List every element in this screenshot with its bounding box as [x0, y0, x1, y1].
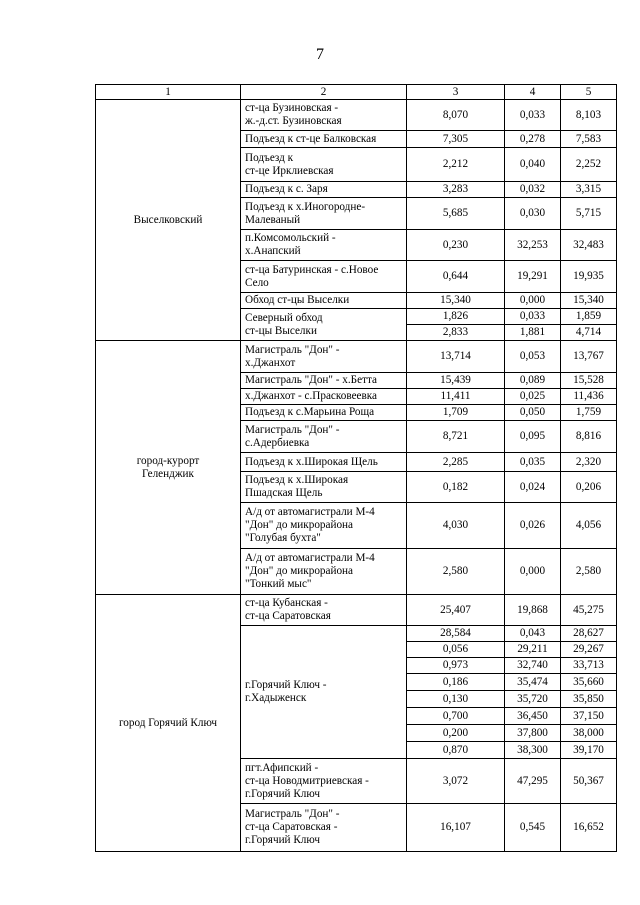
value-cell-col3: 0,644	[407, 261, 505, 293]
road-name-cell	[241, 405, 407, 421]
value-cell-col3: 5,685	[407, 198, 505, 230]
road-name-cell	[241, 230, 407, 261]
value-cell-col4: 36,450	[505, 708, 561, 725]
road-name-line: Пшадская Щель	[245, 487, 323, 499]
district-name: город Горячий Ключ	[118, 716, 218, 729]
value-cell-col3: 13,714	[407, 341, 505, 373]
value-cell-col3: 15,439	[407, 373, 505, 389]
value-cell-col4: 0,035	[505, 453, 561, 472]
value-cell-col3: 28,584	[407, 626, 505, 642]
page-number: 7	[316, 46, 324, 63]
header-cell: 4	[505, 85, 561, 100]
road-name-cell	[241, 503, 407, 549]
road-name-line: ст-ца Саратовская -	[245, 821, 338, 833]
road-name-cell	[241, 100, 407, 131]
value-cell-col3: 2,833	[407, 325, 505, 341]
road-name-line: "Голубая бухта"	[245, 532, 321, 544]
road-name-cell	[241, 804, 407, 852]
road-name-line: Обход ст-цы Выселки	[245, 294, 350, 306]
value-cell-col5: 4,714	[561, 325, 617, 341]
value-cell-col3: 8,070	[407, 100, 505, 131]
road-name-line: г.Горячий Ключ	[245, 787, 320, 800]
road-name-cell	[241, 389, 407, 405]
value-cell-col4: 0,024	[505, 472, 561, 503]
value-cell-col5: 8,103	[561, 100, 617, 131]
value-cell-col5: 38,000	[561, 725, 617, 742]
road-name-line: Село	[245, 276, 269, 289]
district-name: Геленджик	[142, 467, 194, 480]
value-cell-col5: 8,816	[561, 421, 617, 453]
header-cell: 5	[561, 85, 617, 100]
value-cell-col3: 0,973	[407, 658, 505, 674]
road-name-cell	[241, 309, 407, 341]
value-cell-col3: 4,030	[407, 503, 505, 549]
road-name-cell	[241, 421, 407, 453]
table-row	[96, 341, 617, 373]
value-cell-col3: 0,230	[407, 230, 505, 261]
value-cell-col3: 11,411	[407, 389, 505, 405]
value-cell-col4: 32,253	[505, 230, 561, 261]
road-name-line: Подъезд к х.Широкая	[245, 474, 349, 486]
road-name-line: п.Комсомольский -	[245, 232, 336, 244]
road-name-line: Северный обход	[245, 311, 323, 324]
road-name-line: Магистраль "Дон" -	[245, 808, 340, 820]
value-cell-col4: 0,033	[505, 100, 561, 131]
district-name: город-курорт	[136, 454, 200, 467]
road-name-cell	[241, 373, 407, 389]
road-name-cell	[241, 472, 407, 503]
road-name-cell	[241, 759, 407, 804]
value-cell-col5: 15,340	[561, 293, 617, 309]
value-cell-col4: 47,295	[505, 759, 561, 804]
value-cell-col3: 25,407	[407, 595, 505, 626]
value-cell-col3: 3,283	[407, 182, 505, 198]
value-cell-col4: 38,300	[505, 742, 561, 759]
value-cell-col3: 0,200	[407, 725, 505, 742]
header-row	[96, 85, 617, 100]
value-cell-col3: 2,212	[407, 148, 505, 182]
road-name-cell	[241, 626, 407, 759]
road-name-line: Подъезд к	[245, 151, 294, 164]
table-row	[96, 595, 617, 626]
road-name-line: Магистраль "Дон" -	[245, 423, 340, 436]
value-cell-col5: 45,275	[561, 595, 617, 626]
value-cell-col3: 7,305	[407, 131, 505, 148]
value-cell-col4: 35,720	[505, 691, 561, 708]
road-name-line: "Тонкий мыс"	[245, 578, 312, 590]
road-name-cell	[241, 293, 407, 309]
road-name-cell	[241, 198, 407, 230]
value-cell-col4: 1,881	[505, 325, 561, 341]
value-cell-col4: 0,000	[505, 549, 561, 595]
road-name-line: "Дон" до микрорайона	[245, 519, 354, 531]
road-name-line: х.Анапский	[245, 245, 301, 257]
roads-table	[95, 84, 617, 852]
value-cell-col5: 35,850	[561, 691, 617, 708]
value-cell-col5: 7,583	[561, 131, 617, 148]
road-name-line: ст-ца Бузиновская -	[245, 102, 339, 114]
road-name-cell	[241, 341, 407, 373]
value-cell-col3: 1,709	[407, 405, 505, 421]
value-cell-col4: 0,033	[505, 309, 561, 325]
header-cell: 2	[241, 85, 407, 100]
road-name-line: Подъезд к х.Иногородне-	[245, 200, 366, 213]
road-name-cell	[241, 595, 407, 626]
value-cell-col5: 2,320	[561, 453, 617, 472]
value-cell-col5: 15,528	[561, 373, 617, 389]
road-name-line: Магистраль "Дон" - х.Бетта	[245, 374, 377, 386]
value-cell-col3: 0,700	[407, 708, 505, 725]
value-cell-col4: 0,030	[505, 198, 561, 230]
road-name-line: ст-це Ирклиевская	[245, 164, 334, 177]
road-name-line: х.Джанхот - с.Прасковеевка	[245, 390, 378, 402]
value-cell-col3: 2,285	[407, 453, 505, 472]
value-cell-col5: 32,483	[561, 230, 617, 261]
value-cell-col4: 0,032	[505, 182, 561, 198]
road-name-line: Подъезд к с.Марьина Роща	[245, 406, 375, 418]
road-name-line: ж.-д.ст. Бузиновская	[245, 115, 342, 127]
value-cell-col4: 0,000	[505, 293, 561, 309]
value-cell-col4: 35,474	[505, 674, 561, 691]
district-cell	[96, 595, 241, 852]
road-name-line: Подъезд к с. Заря	[245, 183, 328, 195]
value-cell-col3: 15,340	[407, 293, 505, 309]
table-row	[96, 100, 617, 131]
value-cell-col4: 32,740	[505, 658, 561, 674]
value-cell-col4: 0,026	[505, 503, 561, 549]
road-name-line: ст-ца Кубанская -	[245, 597, 328, 609]
value-cell-col3: 2,580	[407, 549, 505, 595]
value-cell-col5: 11,436	[561, 389, 617, 405]
road-name-cell	[241, 261, 407, 293]
value-cell-col5: 1,759	[561, 405, 617, 421]
value-cell-col5: 0,206	[561, 472, 617, 503]
value-cell-col4: 0,545	[505, 804, 561, 852]
value-cell-col5: 4,056	[561, 503, 617, 549]
value-cell-col4: 0,089	[505, 373, 561, 389]
road-name-cell	[241, 148, 407, 182]
value-cell-col5: 16,652	[561, 804, 617, 852]
road-name-line: Подъезд к х.Широкая Щель	[245, 455, 378, 468]
road-name-line: Малеваный	[245, 213, 301, 226]
value-cell-col5: 33,713	[561, 658, 617, 674]
district-name: Выселковский	[133, 213, 203, 226]
road-name-line: Подъезд к ст-це Балковская	[245, 132, 377, 145]
road-name-line: г.Хадыженск	[245, 692, 307, 704]
value-cell-col3: 8,721	[407, 421, 505, 453]
value-cell-col3: 0,130	[407, 691, 505, 708]
value-cell-col4: 0,050	[505, 405, 561, 421]
value-cell-col5: 39,170	[561, 742, 617, 759]
road-name-line: г.Горячий Ключ	[245, 834, 320, 846]
road-name-line: ст-ца Новодмитриевская -	[245, 774, 369, 787]
road-name-line: "Дон" до микрорайона	[245, 565, 354, 577]
value-cell-col5: 5,715	[561, 198, 617, 230]
value-cell-col3: 3,072	[407, 759, 505, 804]
road-name-cell	[241, 131, 407, 148]
road-name-line: г.Горячий Ключ -	[245, 679, 327, 691]
road-name-line: А/д от автомагистрали М-4	[245, 552, 375, 564]
road-name-cell	[241, 182, 407, 198]
value-cell-col3: 1,826	[407, 309, 505, 325]
value-cell-col5: 50,367	[561, 759, 617, 804]
value-cell-col3: 16,107	[407, 804, 505, 852]
value-cell-col5: 2,580	[561, 549, 617, 595]
road-name-cell	[241, 549, 407, 595]
road-name-line: А/д от автомагистрали М-4	[245, 506, 375, 518]
value-cell-col5: 13,767	[561, 341, 617, 373]
value-cell-col3: 0,182	[407, 472, 505, 503]
road-name-line: ст-ца Саратовская	[245, 610, 331, 622]
value-cell-col4: 0,278	[505, 131, 561, 148]
value-cell-col4: 0,053	[505, 341, 561, 373]
value-cell-col3: 0,186	[407, 674, 505, 691]
value-cell-col4: 29,211	[505, 642, 561, 658]
road-name-cell	[241, 453, 407, 472]
header-cell: 1	[96, 85, 241, 100]
value-cell-col4: 0,095	[505, 421, 561, 453]
value-cell-col5: 29,267	[561, 642, 617, 658]
road-name-line: с.Адербиевка	[245, 436, 310, 449]
road-name-line: пгт.Афипский -	[245, 761, 319, 774]
value-cell-col5: 37,150	[561, 708, 617, 725]
header-cell: 3	[407, 85, 505, 100]
road-name-line: Магистраль "Дон" -	[245, 343, 340, 356]
value-cell-col3: 0,056	[407, 642, 505, 658]
value-cell-col4: 0,040	[505, 148, 561, 182]
value-cell-col5: 19,935	[561, 261, 617, 293]
value-cell-col4: 0,043	[505, 626, 561, 642]
value-cell-col5: 35,660	[561, 674, 617, 691]
district-cell	[96, 100, 241, 341]
value-cell-col4: 0,025	[505, 389, 561, 405]
value-cell-col4: 19,868	[505, 595, 561, 626]
value-cell-col5: 2,252	[561, 148, 617, 182]
road-name-line: ст-цы Выселки	[245, 324, 317, 337]
district-cell	[96, 341, 241, 595]
value-cell-col5: 1,859	[561, 309, 617, 325]
road-name-line: ст-ца Батуринская - с.Новое	[245, 263, 379, 276]
value-cell-col5: 28,627	[561, 626, 617, 642]
value-cell-col4: 19,291	[505, 261, 561, 293]
road-name-line: х.Джанхот	[245, 356, 296, 369]
value-cell-col3: 0,870	[407, 742, 505, 759]
value-cell-col4: 37,800	[505, 725, 561, 742]
value-cell-col5: 3,315	[561, 182, 617, 198]
